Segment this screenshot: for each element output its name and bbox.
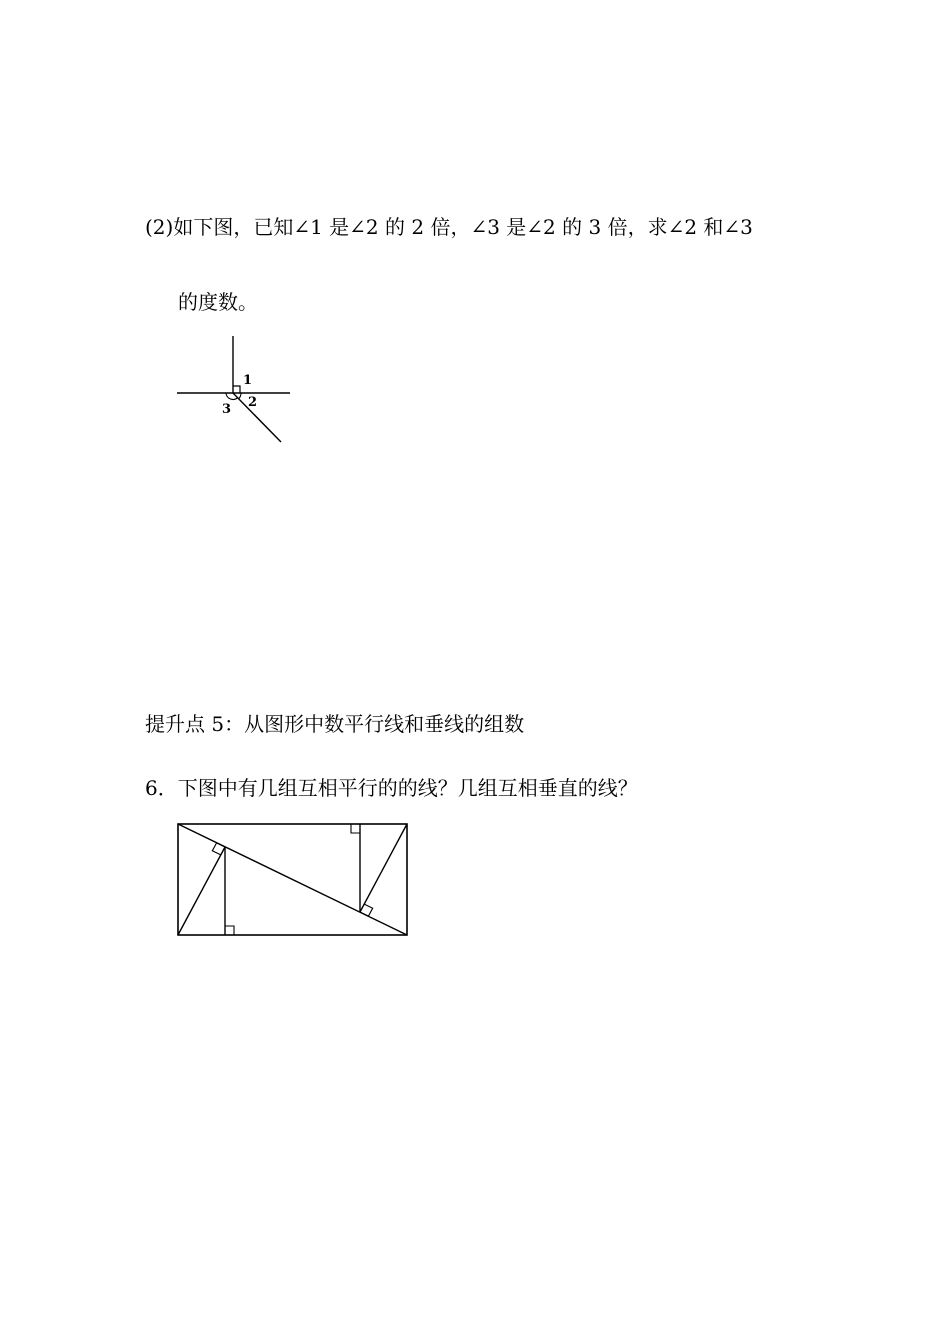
rectangle-figure (170, 818, 415, 943)
angle-3-label: 3 (222, 402, 232, 417)
angle-2-arc (239, 393, 241, 399)
problem-6-text: 6．下图中有几组互相平行的的线？几组互相垂直的线？ (145, 776, 638, 800)
problem-2-text-line1: (2)如下图，已知∠1 是∠2 的 2 倍，∠3 是∠2 的 3 倍，求∠2 和∠3 (145, 215, 753, 239)
left-perpendicular-to-diagonal (178, 847, 225, 935)
problem-2-text-line2: 的度数。 (178, 290, 258, 314)
angles-figure (170, 330, 300, 450)
right-angle-mark (233, 386, 240, 393)
right-angle-mark-left-diagonal (212, 843, 225, 855)
right-angle-mark-top (351, 824, 360, 833)
diagonal (178, 824, 407, 935)
angle-1-label: 1 (243, 373, 253, 388)
angle-2-label: 2 (248, 395, 258, 410)
right-angle-mark-right-diagonal (360, 904, 373, 916)
section-title: 提升点 5：从图形中数平行线和垂线的组数 (145, 712, 525, 736)
right-perpendicular-to-diagonal (360, 824, 407, 912)
right-angle-mark-bottom (225, 926, 234, 935)
